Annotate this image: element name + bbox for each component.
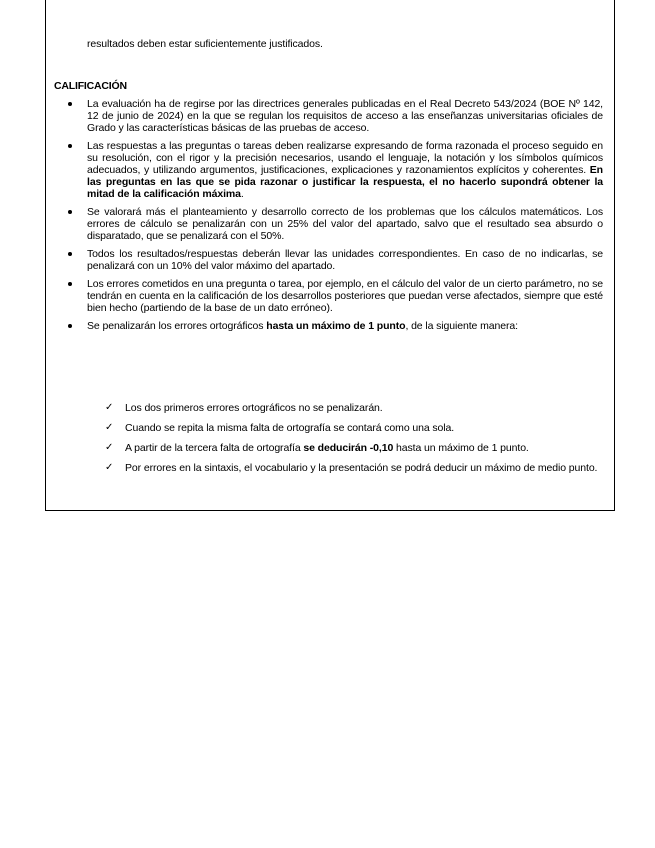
check-bold-text: se deducirán -0,10 [303, 442, 394, 454]
checkmark-icon: ✓ [105, 402, 114, 413]
bullet-dot-icon [68, 210, 72, 214]
bullet-text: Se penalizarán los errores ortográficos [87, 320, 267, 332]
check-text: Cuando se repita la misma falta de ortografía se contará como una sola. [125, 422, 455, 434]
bullet-dot-icon [68, 324, 72, 328]
bullet-after-text: , de la siguiente manera: [405, 320, 518, 332]
intro-line: resultados deben estar suficientemente justificados. [87, 38, 323, 50]
check-list [46, 398, 614, 478]
bullet-item [46, 98, 614, 134]
bullet-dot-icon [68, 252, 72, 256]
checkmark-icon: ✓ [105, 422, 114, 433]
bullet-dot-icon [68, 102, 72, 106]
check-item [46, 398, 614, 418]
check-text: A partir de la tercera falta de ortografía [125, 442, 304, 454]
bullet-text: Las respuestas a las preguntas o tareas deben realizarse expresando de forma razonada el proceso seguido en su resolución, con el rigor y la precisión necesarios, usando el lenguaje, la notación y los símbolos químicos adecuados, y utilizando argumentos, justificaciones, explicaciones y razonamientos explícitos y coherentes. [87, 140, 603, 176]
bullet-item [46, 278, 614, 314]
checkmark-icon: ✓ [105, 442, 114, 453]
bullet-bold-text: En las preguntas en las que se pida razonar o justificar la respuesta, el no hacerlo supondrá obtener la mitad de la calificación máxima [87, 164, 603, 200]
check-text: Los dos primeros errores ortográficos no se penalizarán. [125, 402, 383, 414]
bullet-item [46, 206, 614, 242]
bullet-after-text: . [240, 188, 244, 200]
bullet-dot-icon [68, 282, 72, 286]
bullet-item [46, 248, 614, 272]
bullet-dot-icon [68, 144, 72, 148]
check-after-text: hasta un máximo de 1 punto. [393, 442, 529, 454]
check-text: Por errores en la sintaxis, el vocabulario y la presentación se podrá deducir un máximo de medio punto. [125, 462, 598, 474]
bullet-list [46, 98, 614, 338]
check-item [46, 438, 614, 458]
bullet-bold-text: hasta un máximo de 1 punto [266, 320, 406, 332]
bullet-item [46, 320, 614, 332]
criteria-box [45, 0, 615, 511]
check-item [46, 418, 614, 438]
bullet-item [46, 140, 614, 200]
bullet-text: Se valorará más el planteamiento y desarrollo correcto de los problemas que los cálculos matemáticos. Los errores de cálculo se penalizarán con un 25% del valor del apartado, salvo que el resultado sea absurdo o disparatado, que se penalizará con el 50%. [87, 206, 603, 242]
bullet-text: Los errores cometidos en una pregunta o tarea, por ejemplo, en el cálculo del valor de un cierto parámetro, no se tendrán en cuenta en la calificación de los desarrollos posteriores que puedan verse afectados, siempre que esté bien hecho (partiendo de la base de un dato erróneo). [87, 278, 603, 314]
section-heading: CALIFICACIÓN [54, 80, 127, 92]
check-item [46, 458, 614, 478]
bullet-text: La evaluación ha de regirse por las directrices generales publicadas en el Real Decreto 543/2024 (BOE Nº 142, 12 de junio de 2024) en la que se regulan los requisitos de acceso a las enseñanzas universitarias oficiales de Grado y las características básicas de las pruebas de acceso. [87, 98, 603, 134]
checkmark-icon: ✓ [105, 462, 114, 473]
bullet-text: Todos los resultados/respuestas deberán llevar las unidades correspondientes. En caso de no indicarlas, se penalizará con un 10% del valor máximo del apartado. [87, 248, 603, 272]
